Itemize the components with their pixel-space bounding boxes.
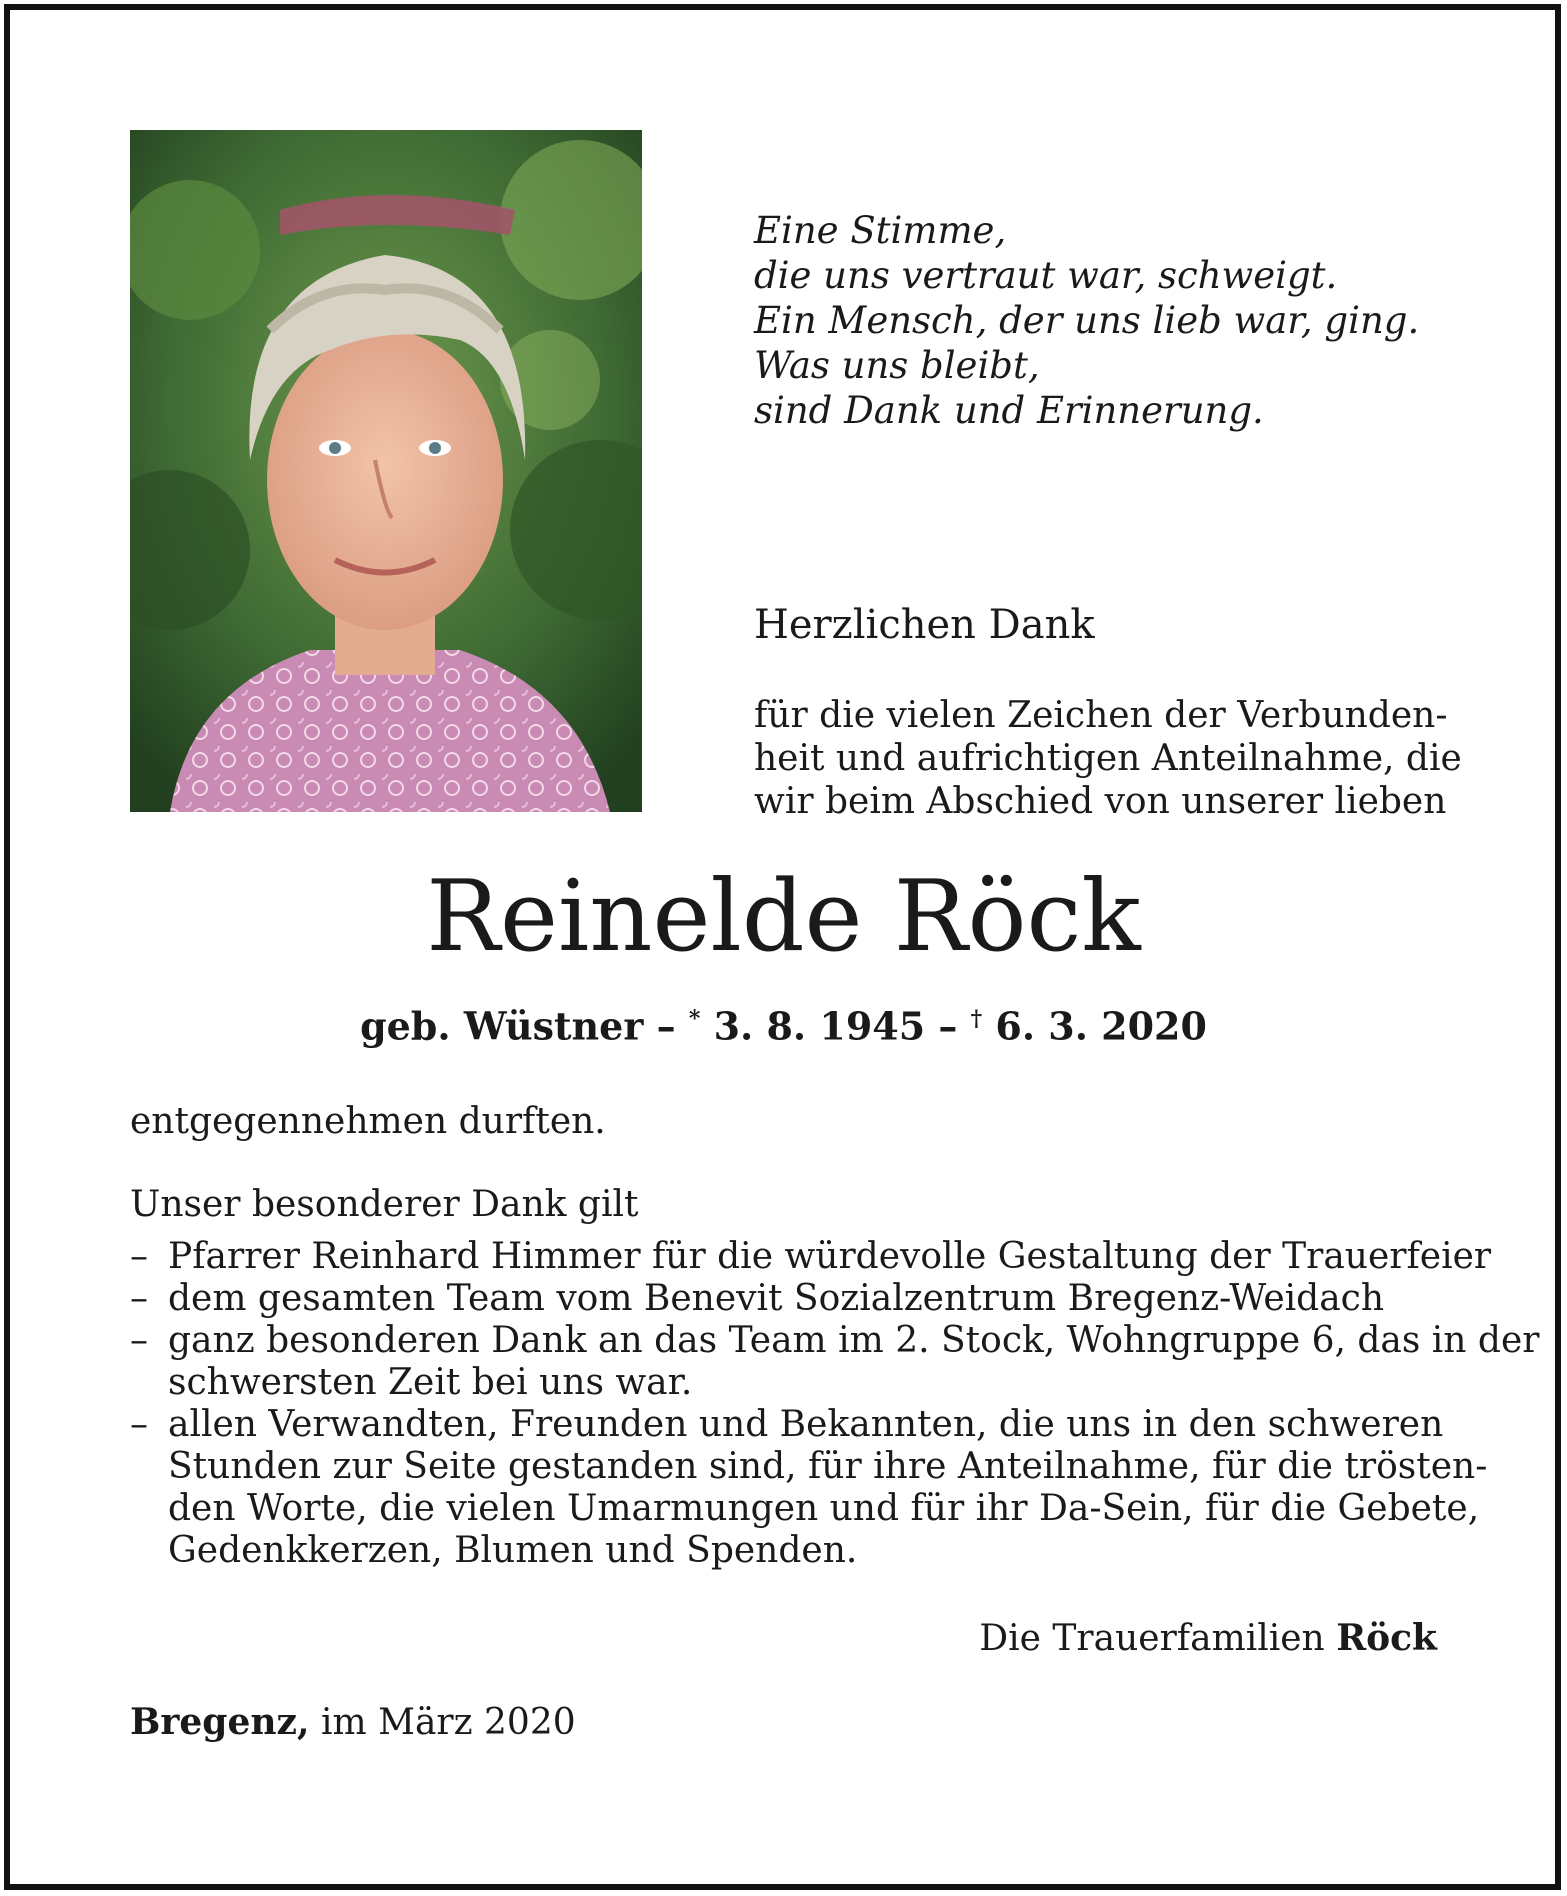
- signature-family: Röck: [1336, 1617, 1437, 1659]
- intro-text: [754, 694, 1462, 823]
- birth-mark: *: [688, 1006, 701, 1032]
- thanks-item-line: ganz besonderen Dank an das Team im 2. Stock, Wohngruppe 6, das in der: [168, 1320, 1540, 1361]
- thanks-item-line: schwersten Zeit bei uns war.: [168, 1362, 693, 1403]
- separator: –: [938, 1003, 958, 1049]
- place: Bregenz,: [130, 1701, 310, 1743]
- separator: –: [656, 1003, 676, 1049]
- death-mark: †: [970, 1006, 983, 1032]
- thanks-item-line: allen Verwandten, Freunden und Bekannten, die uns in den schweren: [168, 1404, 1444, 1445]
- thanks-item-line: dem gesamten Team vom Benevit Sozialzentrum Bregenz-Weidach: [168, 1278, 1385, 1319]
- special-thanks-heading: Unser besonderer Dank gilt: [130, 1184, 639, 1225]
- poem-line: die uns vertraut war, schweigt.: [754, 254, 1338, 297]
- thanks-item: [130, 1236, 1492, 1278]
- list-dash: –: [130, 1236, 148, 1277]
- death-date: 6. 3. 2020: [995, 1003, 1207, 1049]
- deceased-name: Reinelde Röck: [426, 860, 1141, 974]
- thanks-list: [130, 1236, 1540, 1572]
- place-date: [130, 1700, 576, 1745]
- thanks-item: [130, 1404, 1488, 1572]
- poem-line: Eine Stimme,: [754, 209, 1007, 252]
- intro-line: wir beim Abschied von unserer lieben: [754, 781, 1447, 822]
- date: im März 2020: [320, 1702, 576, 1743]
- thanks-heading: Herzlichen Dank: [754, 602, 1095, 648]
- poem-line: Was uns bleibt,: [754, 344, 1040, 387]
- poem-line: sind Dank und Erinnerung.: [754, 389, 1264, 432]
- thanks-item-line: Gedenkkerzen, Blumen und Spenden.: [168, 1530, 858, 1571]
- list-dash: –: [130, 1278, 148, 1319]
- list-dash: –: [130, 1404, 148, 1445]
- signature: [979, 1616, 1437, 1661]
- memorial-poem: [754, 208, 1419, 433]
- thanks-item: [130, 1278, 1437, 1320]
- thanks-item-line: Stunden zur Seite gestanden sind, für ihre Anteilnahme, für die trösten-: [168, 1446, 1488, 1487]
- life-dates: [0, 996, 1567, 1050]
- birth-name: geb. Wüstner: [360, 1003, 644, 1049]
- portrait-photo: [130, 130, 642, 812]
- continuation-text: entgegennehmen durften.: [130, 1101, 606, 1142]
- intro-line: heit und aufrichtigen Anteilnahme, die: [754, 738, 1462, 779]
- list-dash: –: [130, 1320, 148, 1361]
- poem-line: Ein Mensch, der uns lieb war, ging.: [754, 299, 1420, 342]
- thanks-item-line: den Worte, die vielen Umarmungen und für ihr Da-Sein, für die Gebete,: [168, 1488, 1480, 1529]
- birth-date: 3. 8. 1945: [713, 1003, 926, 1049]
- intro-line: für die vielen Zeichen der Verbunden-: [754, 695, 1448, 736]
- signature-prefix: Die Trauerfamilien: [979, 1618, 1325, 1659]
- thanks-item: [130, 1320, 1540, 1404]
- thanks-item-line: Pfarrer Reinhard Himmer für die würdevolle Gestaltung der Trauerfeier: [168, 1236, 1492, 1277]
